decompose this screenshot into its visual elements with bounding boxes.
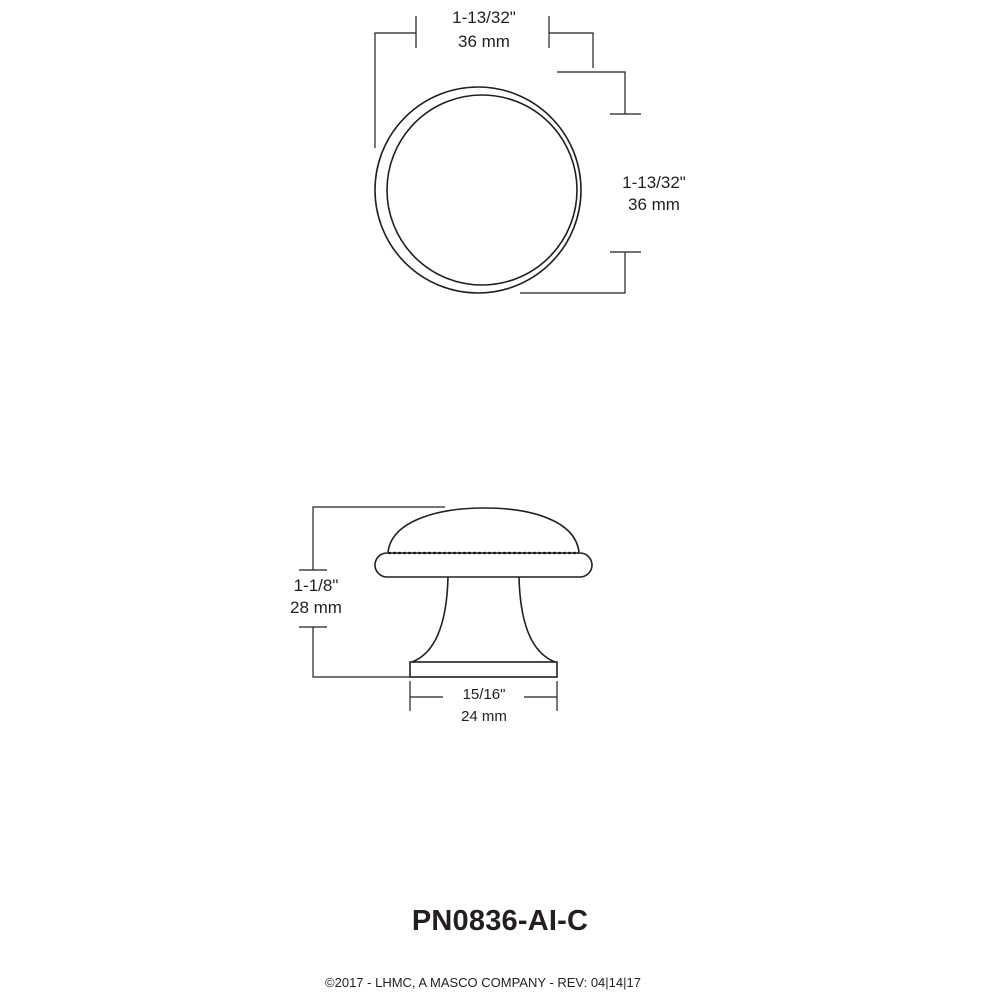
knob-dome [388, 508, 579, 552]
knob-stem-left [412, 577, 448, 662]
base-width-dimension [410, 681, 557, 725]
height-extension-bottom [520, 252, 625, 293]
knob-rim [375, 553, 592, 577]
side-height-extension-bottom [313, 627, 410, 677]
top-width-imperial: 1-13/32" [452, 8, 516, 27]
knob-top-view [375, 87, 581, 293]
width-extension-right [549, 33, 593, 68]
top-height-dimension [520, 72, 686, 293]
knob-stem-right [519, 577, 555, 662]
knob-outer-circle [375, 87, 581, 293]
part-number: PN0836-AI-C [411, 905, 589, 937]
knob-base [410, 662, 557, 677]
knob-side-view [375, 508, 592, 677]
base-width-imperial: 15/16" [462, 686, 506, 703]
top-height-imperial: 1-13/32" [622, 173, 686, 192]
height-extension-top [557, 72, 625, 114]
copyright-footer: ©2017 - LHMC, A MASCO COMPANY - REV: 04|14|17 [325, 975, 641, 990]
top-height-metric: 36 mm [628, 195, 680, 214]
top-width-metric: 36 mm [458, 32, 510, 51]
knob-inner-circle [387, 95, 577, 285]
side-height-metric: 28 mm [290, 598, 342, 617]
base-width-metric: 24 mm [461, 708, 507, 725]
side-height-imperial: 1-1/8" [293, 576, 339, 595]
side-height-dimension [290, 507, 445, 677]
width-extension-left [375, 33, 416, 148]
